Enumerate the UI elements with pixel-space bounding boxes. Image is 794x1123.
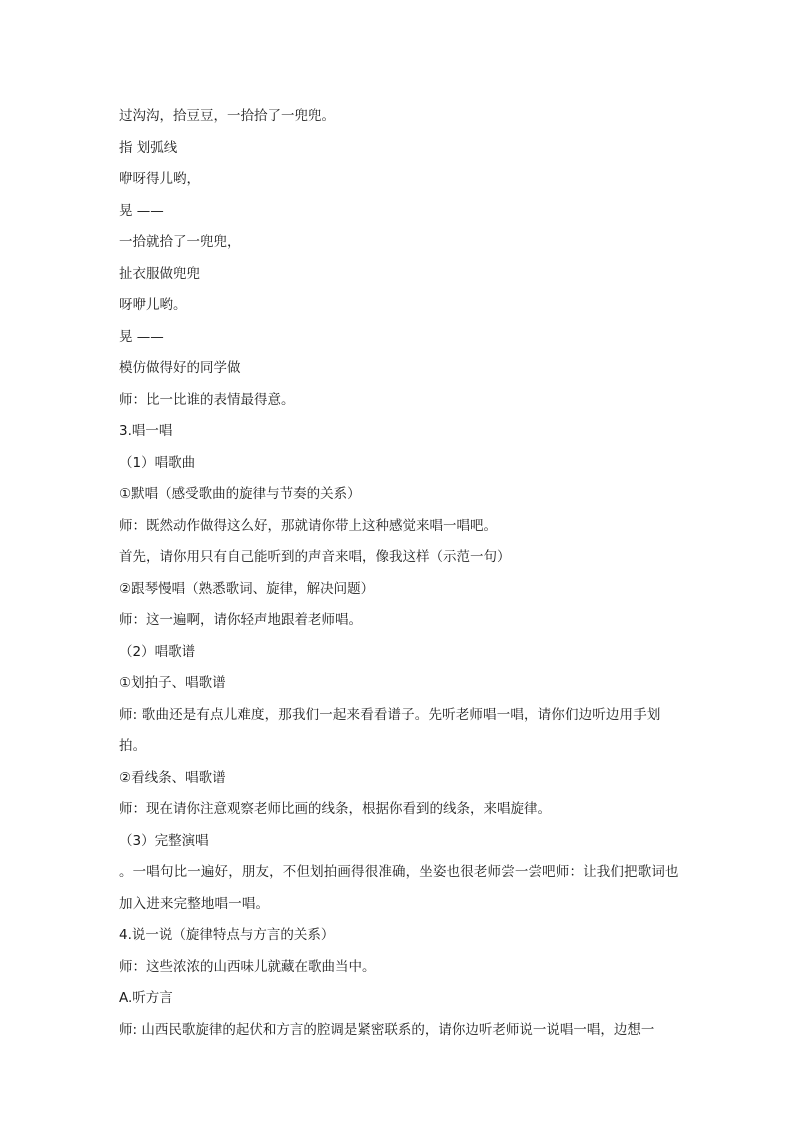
text-line: 师：现在请你注意观察老师比画的线条，根据你看到的线条，来唱旋律。 bbox=[119, 801, 551, 817]
text-line: A.听方言 bbox=[119, 990, 173, 1006]
section-heading: 3.唱一唱 bbox=[119, 423, 173, 439]
subsection-heading: （2）唱歌谱 bbox=[119, 643, 196, 660]
document-body bbox=[119, 101, 679, 1046]
text-line: 过沟沟，拾豆豆，一拾拾了一兜兜。 bbox=[119, 108, 335, 124]
text-line: 师：这一遍啊，请你轻声地跟着老师唱。 bbox=[119, 612, 362, 628]
subsection-heading: （3）完整演唱 bbox=[119, 832, 209, 849]
text-paragraph: 师: 歌曲还是有点儿难度，那我们一起来看看谱子。先听老师唱一唱，请你们边听边用手划拍。 bbox=[119, 706, 661, 754]
text-line: 师：比一比谁的表情最得意。 bbox=[119, 391, 295, 408]
text-line: ②跟琴慢唱（熟悉歌词、旋律，解决问题） bbox=[119, 580, 375, 597]
text-line: 晃 —— bbox=[119, 202, 164, 219]
text-line: 呀咿儿哟。 bbox=[119, 297, 187, 313]
text-line: 模仿做得好的同学做 bbox=[119, 360, 241, 376]
text-line: 咿呀得儿哟， bbox=[119, 171, 200, 187]
subsection-heading: （1）唱歌曲 bbox=[119, 454, 196, 471]
text-paragraph: 。一唱句比一遍好，朋友，不但划拍画得很准确，坐姿也很老师尝一尝吧师：让我们把歌词也加入进来完整地唱一唱。 bbox=[119, 864, 679, 912]
text-line: ①默唱（感受歌曲的旋律与节奏的关系） bbox=[119, 486, 361, 502]
text-line: 指 划弧线 bbox=[119, 139, 178, 156]
text-line: ①划拍子、唱歌谱 bbox=[119, 675, 226, 691]
text-line: 师：既然动作做得这么好，那就请你带上这种感觉来唱一唱吧。 bbox=[119, 517, 497, 534]
text-line: 首先，请你用只有自己能听到的声音来唱，像我这样（示范一句） bbox=[119, 549, 511, 565]
text-line: 扯衣服做兜兜 bbox=[119, 265, 200, 282]
section-heading: 4.说一说（旋律特点与方言的关系） bbox=[119, 927, 335, 943]
text-line: 师: 山西民歌旋律的起伏和方言的腔调是紧密联系的，请你边听老师说一说唱一唱，边想一 bbox=[119, 1021, 655, 1038]
text-line: 晃 —— bbox=[119, 328, 164, 345]
text-line: ②看线条、唱歌谱 bbox=[119, 769, 226, 786]
text-line: 一拾就拾了一兜兜， bbox=[119, 234, 241, 250]
text-line: 师：这些浓浓的山西味儿就藏在歌曲当中。 bbox=[119, 958, 376, 975]
